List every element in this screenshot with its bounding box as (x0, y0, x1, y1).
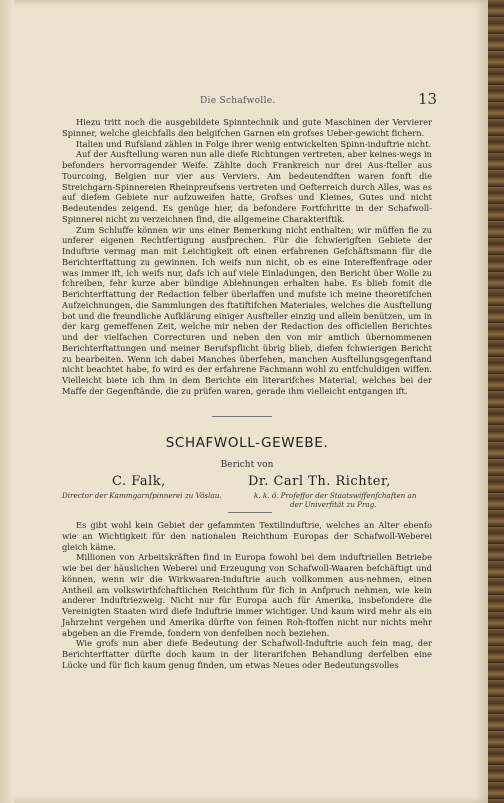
affiliation-richter-line2: der Univerfität zu Prag. (290, 500, 377, 509)
page-gutter-shadow (0, 0, 14, 803)
author-falk: C. Falk, (112, 474, 166, 489)
affiliation-richter-line1: k. k. ö. Profeffor der Staatswiffenfchaften an (254, 491, 417, 500)
paragraph: Hiezu tritt noch die ausgebildete Spinntechnik und gute Maschinen der Vervierer Spinner, welche gleichfalls den belgifchen Garnen ein grofses Ueber-gewicht fichern. (62, 117, 432, 138)
paragraph: Zum Schluffe können wir uns einer Bemerkung nicht enthalten; wir müffen fie zu unferer eigenen Rechtfertigung ausfprechen. Für die fchwierigften Gebiete der Induftrie vermag man mit Leichtigkeit oft einen erfahrenen Gefchäftsmann für die Berichterftattung zu gewinnen. Ich weifs nun nicht, ob es eine Intereffenfrage oder was immer ift, ich weifs nur, dafs ich auf viele Einladungen, den Bericht über Wolle zu fchreiben, fehr kurze aber bündige Ablehnungen erhalten habe. Es blieb fomit die Berichterftattung der Redaction felber überlaffen und mufste ich meine theoretifchen Aufzeichnungen, die Sammlungen des ftatiftifchen Materiales, welches die Ausftellung bot und die freundliche Aufklärung einiger Ausfteller einzig und allein benützen, um in der karg gemeffenen Zeit, welche mir neben der Redaction des officiellen Berichtes und der vielfachen Correcturen und neben den von mir amtlich übernommenen Berichterftattungen und meiner Berufspflicht übrig blieb, diefen fchwierigen Bericht zu bearbeiten. Wenn ich dabei Manches überfehen, manchen Ausftellungsgegenftand nicht beachtet habe, fo wird es der erfahrene Fachmann wohl zu entfchuldigen wiffen. Vielleicht biete ich ihm in dem Berichte ein literarifches Material, welches bei der Maffe der Gegenftände, die zu prüfen waren, gerade ihm vielleicht entgangen ift. (62, 224, 432, 396)
paragraph: Wie grofs nun aber diefe Bedeutung der Schafwoll-Induftrie auch fein mag, der Berichterftatter dürfte doch kaum in der literarifchen Behandlung derfelben eine Lücke und für fich kaum genug finden, um etwas Neues oder Bedeutungsvolles (62, 638, 432, 670)
book-binding (488, 0, 504, 803)
section-title: SCHAFWOLL-GEWEBE. (165, 435, 329, 451)
report-by-label: Bericht von (220, 460, 274, 470)
paragraph: Es gibt wohl kein Gebiet der gefammten Textilinduftrie, welches an Alter ebenfo wie an Wichtigkeit für den nationalen Reichthum Europas der Schafwoll-Weberei gleich käme. (62, 520, 432, 552)
paragraph: Auf der Ausftellung waren nun alle diefe Richtungen vertreten, aber keines-wegs in befonders hervorragender Weife. Zählte doch Frankreich nur drei Aus-fteller aus Tourcoing, Belgien nur vier aus Verviers. Am bedeutendften waren fonft die Streichgarn-Spinnereien Rheinpreufsens vertreten und Oefterreich durch Alles, was es auf diefem Gebiete nur aufzuweifen hatte, Grofses und Kleines, Gutes und nicht Bedeutendes zeigend. Es genüge hier, da befondere Fortfchritte in der Schafwoll-Spinnerei nicht zu verzeichnen find, die allgemeine Charakteriftik. (62, 149, 432, 224)
paragraph: Italien und Rufsland zählen in Folge ihrer wenig entwickelten Spinn-induftrie nicht. (76, 138, 432, 149)
page-number: 13 (418, 90, 438, 108)
running-header: Die Schafwolle. (200, 96, 276, 106)
author-divider (228, 512, 272, 513)
affiliation-falk: Director der Kammgarnfpinnerei zu Vöslau. (62, 491, 222, 500)
author-richter: Dr. Carl Th. Richter, (248, 474, 391, 489)
intro-text (62, 117, 432, 397)
section-divider (212, 416, 272, 417)
body-text (62, 520, 432, 671)
paragraph: Millionen von Arbeitskräften find in Europa fowohl bei dem induftriellen Betriebe wie bei der häuslichen Weberei und Erzeugung von Schafwoll-Waaren befchäftigt und können, wenn wir die Wirkwaaren-Induftrie auch vollkommen aus-nehmen, einen Antheil am volkswirthfchaftlichen Reichthum für fich in Anfpruch nehmen, wie kein anderer Induftriezweig. Nicht nur für Europa auch für Amerika, insbefondere die Vereinigten Staaten wird diefe Induftrie immer wichtiger. Und kaum wird mehr als ein Jahrzehnt vergehen und Amerika dürfte von feinen Roh-ftoffen nicht nur nichts mehr abgeben an die Fremde, fondern von denfelben noch beziehen. (62, 552, 432, 638)
